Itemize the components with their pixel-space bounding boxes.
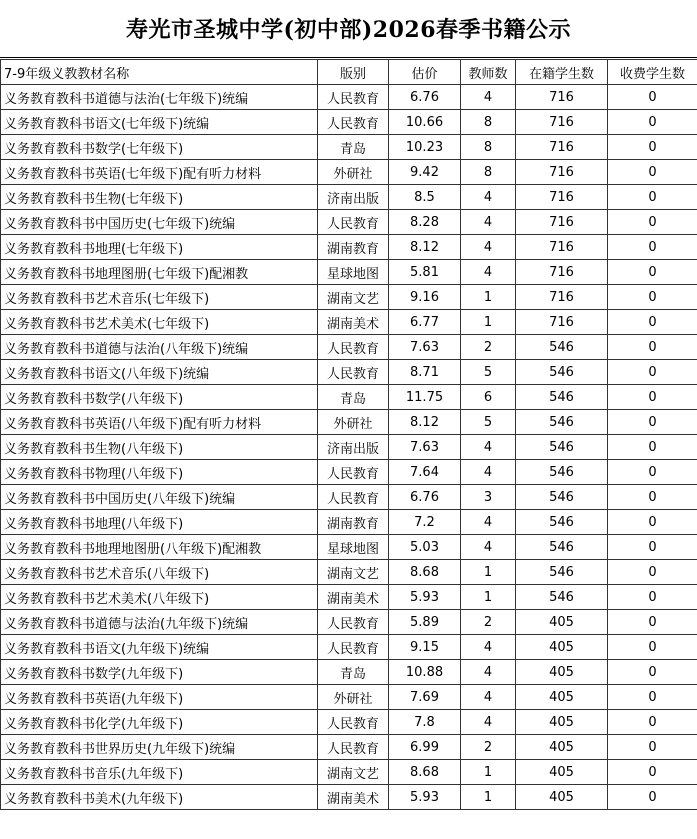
table-row xyxy=(1,535,697,560)
cell-book-name: 义务教育教科书化学(九年级下) xyxy=(1,710,318,735)
cell-paying: 0 xyxy=(608,85,697,110)
cell-enrolled: 546 xyxy=(516,460,608,485)
cell-enrolled: 546 xyxy=(516,360,608,385)
cell-publisher: 青岛 xyxy=(318,385,389,410)
table-row xyxy=(1,260,697,285)
table-row xyxy=(1,410,697,435)
cell-paying: 0 xyxy=(608,685,697,710)
cell-paying: 0 xyxy=(608,135,697,160)
table-row xyxy=(1,235,697,260)
cell-paying: 0 xyxy=(608,410,697,435)
cell-teachers: 2 xyxy=(461,335,516,360)
cell-publisher: 湖南文艺 xyxy=(318,760,389,785)
cell-price: 8.71 xyxy=(389,360,461,385)
table-row xyxy=(1,335,697,360)
cell-teachers: 4 xyxy=(461,460,516,485)
table-row xyxy=(1,485,697,510)
cell-teachers: 8 xyxy=(461,160,516,185)
cell-teachers: 2 xyxy=(461,735,516,760)
cell-paying: 0 xyxy=(608,610,697,635)
table-row xyxy=(1,710,697,735)
cell-teachers: 8 xyxy=(461,110,516,135)
table-row xyxy=(1,760,697,785)
table-body xyxy=(1,85,697,810)
cell-paying: 0 xyxy=(608,210,697,235)
header-price: 估价 xyxy=(389,60,461,85)
cell-paying: 0 xyxy=(608,110,697,135)
cell-price: 7.69 xyxy=(389,685,461,710)
table-row xyxy=(1,385,697,410)
cell-price: 6.76 xyxy=(389,85,461,110)
cell-price: 6.77 xyxy=(389,310,461,335)
cell-publisher: 人民教育 xyxy=(318,210,389,235)
cell-teachers: 3 xyxy=(461,485,516,510)
cell-price: 6.76 xyxy=(389,485,461,510)
cell-publisher: 湖南文艺 xyxy=(318,560,389,585)
cell-teachers: 4 xyxy=(461,435,516,460)
cell-book-name: 义务教育教科书艺术美术(八年级下) xyxy=(1,585,318,610)
cell-paying: 0 xyxy=(608,385,697,410)
cell-teachers: 4 xyxy=(461,635,516,660)
cell-publisher: 湖南教育 xyxy=(318,510,389,535)
cell-price: 5.03 xyxy=(389,535,461,560)
cell-price: 8.68 xyxy=(389,560,461,585)
cell-enrolled: 546 xyxy=(516,510,608,535)
cell-price: 9.15 xyxy=(389,635,461,660)
cell-teachers: 5 xyxy=(461,410,516,435)
cell-price: 9.16 xyxy=(389,285,461,310)
cell-teachers: 4 xyxy=(461,85,516,110)
cell-teachers: 2 xyxy=(461,610,516,635)
cell-teachers: 1 xyxy=(461,785,516,810)
cell-paying: 0 xyxy=(608,535,697,560)
cell-price: 5.93 xyxy=(389,785,461,810)
cell-paying: 0 xyxy=(608,285,697,310)
cell-book-name: 义务教育教科书地理(七年级下) xyxy=(1,235,318,260)
cell-enrolled: 405 xyxy=(516,685,608,710)
cell-teachers: 1 xyxy=(461,760,516,785)
cell-price: 9.42 xyxy=(389,160,461,185)
cell-enrolled: 405 xyxy=(516,635,608,660)
cell-book-name: 义务教育教科书地理地图册(八年级下)配湘教 xyxy=(1,535,318,560)
cell-enrolled: 716 xyxy=(516,110,608,135)
cell-enrolled: 716 xyxy=(516,310,608,335)
cell-book-name: 义务教育教科书生物(八年级下) xyxy=(1,435,318,460)
table-row xyxy=(1,435,697,460)
cell-book-name: 义务教育教科书艺术音乐(八年级下) xyxy=(1,560,318,585)
cell-enrolled: 716 xyxy=(516,135,608,160)
cell-paying: 0 xyxy=(608,260,697,285)
header-teachers: 教师数 xyxy=(461,60,516,85)
cell-price: 5.93 xyxy=(389,585,461,610)
table-header-row xyxy=(1,60,697,85)
cell-publisher: 人民教育 xyxy=(318,460,389,485)
table-row xyxy=(1,85,697,110)
cell-paying: 0 xyxy=(608,660,697,685)
cell-publisher: 人民教育 xyxy=(318,360,389,385)
cell-teachers: 1 xyxy=(461,585,516,610)
cell-publisher: 人民教育 xyxy=(318,85,389,110)
cell-price: 7.2 xyxy=(389,510,461,535)
cell-book-name: 义务教育教科书数学(九年级下) xyxy=(1,660,318,685)
table-row xyxy=(1,185,697,210)
cell-teachers: 1 xyxy=(461,560,516,585)
cell-enrolled: 716 xyxy=(516,185,608,210)
cell-paying: 0 xyxy=(608,460,697,485)
table-row xyxy=(1,510,697,535)
cell-book-name: 义务教育教科书道德与法治(九年级下)统编 xyxy=(1,610,318,635)
cell-teachers: 4 xyxy=(461,210,516,235)
cell-book-name: 义务教育教科书物理(八年级下) xyxy=(1,460,318,485)
table-row xyxy=(1,610,697,635)
cell-price: 8.12 xyxy=(389,235,461,260)
header-publisher: 版别 xyxy=(318,60,389,85)
cell-enrolled: 546 xyxy=(516,335,608,360)
cell-book-name: 义务教育教科书英语(八年级下)配有听力材料 xyxy=(1,410,318,435)
cell-book-name: 义务教育教科书道德与法治(八年级下)统编 xyxy=(1,335,318,360)
cell-enrolled: 546 xyxy=(516,435,608,460)
table-row xyxy=(1,310,697,335)
cell-paying: 0 xyxy=(608,735,697,760)
cell-price: 8.68 xyxy=(389,760,461,785)
cell-teachers: 4 xyxy=(461,685,516,710)
cell-paying: 0 xyxy=(608,760,697,785)
cell-price: 7.63 xyxy=(389,435,461,460)
cell-book-name: 义务教育教科书英语(七年级下)配有听力材料 xyxy=(1,160,318,185)
cell-enrolled: 716 xyxy=(516,160,608,185)
cell-price: 8.12 xyxy=(389,410,461,435)
cell-paying: 0 xyxy=(608,485,697,510)
cell-book-name: 义务教育教科书中国历史(七年级下)统编 xyxy=(1,210,318,235)
header-paying: 收费学生数 xyxy=(608,60,697,85)
header-enrolled: 在籍学生数 xyxy=(516,60,608,85)
cell-teachers: 4 xyxy=(461,235,516,260)
cell-price: 5.89 xyxy=(389,610,461,635)
cell-publisher: 外研社 xyxy=(318,160,389,185)
cell-publisher: 湖南美术 xyxy=(318,585,389,610)
cell-price: 7.64 xyxy=(389,460,461,485)
cell-enrolled: 405 xyxy=(516,610,608,635)
cell-price: 6.99 xyxy=(389,735,461,760)
table-row xyxy=(1,635,697,660)
table-row xyxy=(1,360,697,385)
table-row xyxy=(1,160,697,185)
cell-book-name: 义务教育教科书地理(八年级下) xyxy=(1,510,318,535)
cell-book-name: 义务教育教科书世界历史(九年级下)统编 xyxy=(1,735,318,760)
cell-book-name: 义务教育教科书生物(七年级下) xyxy=(1,185,318,210)
cell-enrolled: 716 xyxy=(516,210,608,235)
cell-book-name: 义务教育教科书音乐(九年级下) xyxy=(1,760,318,785)
cell-paying: 0 xyxy=(608,435,697,460)
cell-paying: 0 xyxy=(608,560,697,585)
cell-price: 10.23 xyxy=(389,135,461,160)
cell-publisher: 湖南美术 xyxy=(318,785,389,810)
cell-publisher: 人民教育 xyxy=(318,735,389,760)
cell-paying: 0 xyxy=(608,635,697,660)
cell-publisher: 星球地图 xyxy=(318,535,389,560)
cell-price: 7.63 xyxy=(389,335,461,360)
table-row xyxy=(1,210,697,235)
cell-publisher: 人民教育 xyxy=(318,485,389,510)
cell-publisher: 人民教育 xyxy=(318,110,389,135)
table-row xyxy=(1,285,697,310)
cell-paying: 0 xyxy=(608,235,697,260)
table-row xyxy=(1,460,697,485)
cell-book-name: 义务教育教科书艺术美术(七年级下) xyxy=(1,310,318,335)
table-row xyxy=(1,785,697,810)
cell-enrolled: 716 xyxy=(516,260,608,285)
cell-teachers: 1 xyxy=(461,285,516,310)
cell-publisher: 济南出版 xyxy=(318,185,389,210)
cell-paying: 0 xyxy=(608,510,697,535)
cell-teachers: 8 xyxy=(461,135,516,160)
cell-enrolled: 405 xyxy=(516,760,608,785)
cell-publisher: 青岛 xyxy=(318,135,389,160)
cell-publisher: 人民教育 xyxy=(318,610,389,635)
cell-paying: 0 xyxy=(608,585,697,610)
cell-teachers: 6 xyxy=(461,385,516,410)
cell-teachers: 4 xyxy=(461,260,516,285)
table-row xyxy=(1,110,697,135)
book-table xyxy=(0,59,697,810)
table-row xyxy=(1,685,697,710)
table-row xyxy=(1,660,697,685)
cell-publisher: 人民教育 xyxy=(318,635,389,660)
cell-price: 10.66 xyxy=(389,110,461,135)
cell-publisher: 青岛 xyxy=(318,660,389,685)
cell-enrolled: 546 xyxy=(516,535,608,560)
cell-price: 10.88 xyxy=(389,660,461,685)
table-row xyxy=(1,585,697,610)
cell-publisher: 人民教育 xyxy=(318,710,389,735)
cell-publisher: 人民教育 xyxy=(318,335,389,360)
cell-publisher: 湖南文艺 xyxy=(318,285,389,310)
table-row xyxy=(1,735,697,760)
cell-book-name: 义务教育教科书语文(九年级下)统编 xyxy=(1,635,318,660)
cell-enrolled: 546 xyxy=(516,485,608,510)
table-row xyxy=(1,135,697,160)
cell-publisher: 外研社 xyxy=(318,410,389,435)
cell-price: 11.75 xyxy=(389,385,461,410)
cell-enrolled: 716 xyxy=(516,235,608,260)
cell-publisher: 济南出版 xyxy=(318,435,389,460)
cell-price: 8.28 xyxy=(389,210,461,235)
cell-book-name: 义务教育教科书语文(八年级下)统编 xyxy=(1,360,318,385)
cell-book-name: 义务教育教科书语文(七年级下)统编 xyxy=(1,110,318,135)
cell-book-name: 义务教育教科书数学(八年级下) xyxy=(1,385,318,410)
cell-book-name: 义务教育教科书中国历史(八年级下)统编 xyxy=(1,485,318,510)
cell-enrolled: 405 xyxy=(516,785,608,810)
cell-enrolled: 546 xyxy=(516,410,608,435)
cell-paying: 0 xyxy=(608,335,697,360)
cell-book-name: 义务教育教科书数学(七年级下) xyxy=(1,135,318,160)
table-row xyxy=(1,560,697,585)
cell-price: 5.81 xyxy=(389,260,461,285)
cell-teachers: 4 xyxy=(461,510,516,535)
cell-publisher: 外研社 xyxy=(318,685,389,710)
cell-paying: 0 xyxy=(608,360,697,385)
page-title: 寿光市圣城中学(初中部)2026春季书籍公示 xyxy=(0,0,697,58)
cell-publisher: 湖南教育 xyxy=(318,235,389,260)
cell-teachers: 4 xyxy=(461,660,516,685)
header-name: 7-9年级义教教材名称 xyxy=(1,60,318,85)
cell-publisher: 湖南美术 xyxy=(318,310,389,335)
cell-book-name: 义务教育教科书英语(九年级下) xyxy=(1,685,318,710)
cell-book-name: 义务教育教科书道德与法治(七年级下)统编 xyxy=(1,85,318,110)
cell-enrolled: 546 xyxy=(516,385,608,410)
cell-enrolled: 405 xyxy=(516,735,608,760)
cell-teachers: 5 xyxy=(461,360,516,385)
cell-book-name: 义务教育教科书地理图册(七年级下)配湘教 xyxy=(1,260,318,285)
cell-enrolled: 405 xyxy=(516,660,608,685)
cell-book-name: 义务教育教科书美术(九年级下) xyxy=(1,785,318,810)
cell-teachers: 1 xyxy=(461,310,516,335)
cell-price: 7.8 xyxy=(389,710,461,735)
cell-paying: 0 xyxy=(608,185,697,210)
cell-enrolled: 716 xyxy=(516,85,608,110)
cell-paying: 0 xyxy=(608,710,697,735)
cell-publisher: 星球地图 xyxy=(318,260,389,285)
cell-paying: 0 xyxy=(608,160,697,185)
cell-teachers: 4 xyxy=(461,710,516,735)
cell-teachers: 4 xyxy=(461,535,516,560)
cell-book-name: 义务教育教科书艺术音乐(七年级下) xyxy=(1,285,318,310)
cell-enrolled: 546 xyxy=(516,585,608,610)
cell-enrolled: 546 xyxy=(516,560,608,585)
cell-paying: 0 xyxy=(608,785,697,810)
cell-teachers: 4 xyxy=(461,185,516,210)
cell-paying: 0 xyxy=(608,310,697,335)
cell-enrolled: 405 xyxy=(516,710,608,735)
cell-price: 8.5 xyxy=(389,185,461,210)
cell-enrolled: 716 xyxy=(516,285,608,310)
